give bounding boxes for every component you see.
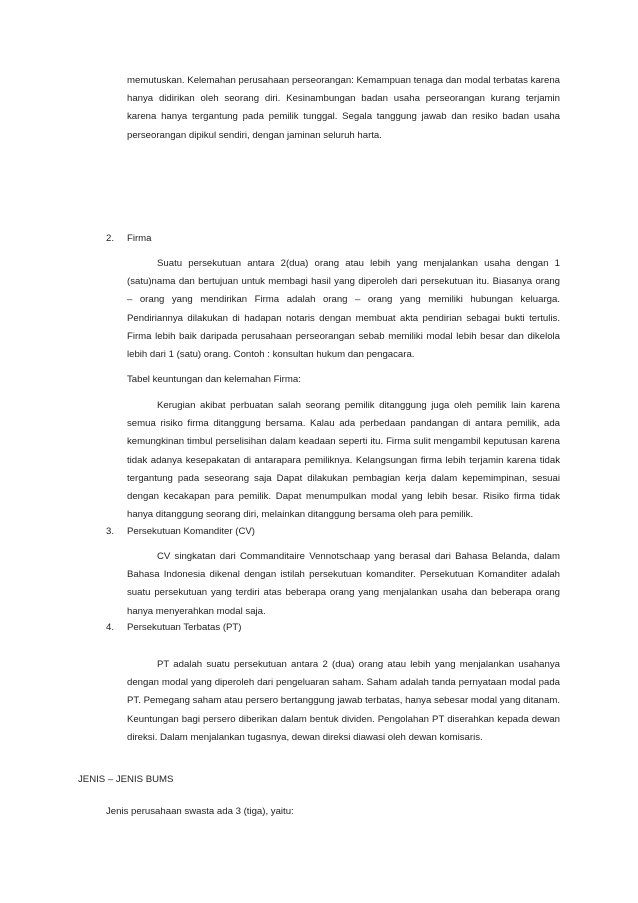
- jenis-intro: Jenis perusahaan swasta ada 3 (tiga), yaitu:: [106, 806, 294, 817]
- pt-paragraph: PT adalah suatu persekutuan antara 2 (dua) orang atau lebih yang menjalankan usahanya dengan modal yang diperoleh dari pengeluaran saham. Saham adalah tanda pernyataan modal pada PT. Pemegang saham atau persero bertanggung jawab terbatas, hanya sebesar modal yang ditanam. Keuntungan bagi persero diberikan dalam bentuk dividen. Pengolahan PT diserahkan kepada dewan direksi. Dalam menjalankan tugasnya, dewan direksi diawasi oleh dewan komisaris.: [127, 659, 560, 743]
- firma-paragraph-2: Kerugian akibat perbuatan salah seorang pemilik ditanggung juga oleh pemilik lain karena semua risiko firma ditanggung bersama. Kalau ada perbedaan pandangan di antara pemilik, ada kemungkinan timbul perselisihan dalam keadaan seperti itu. Firma sulit mengambil keputusan karena tidak adanya kesepakatan di antarapara pemiliknya. Kelangsungan firma lebih terjamin karena tidak tergantung pada seseorang saja Dapat dilakukan pembagian kerja dalam kepemimpinan, sesuai dengan kecakapan para pemilik. Dapat menumpulkan modal yang lebih besar. Risiko firma tidak hanya ditanggung seorang diri, melainkan ditanggung bersama oleh para pemilik.: [127, 400, 560, 521]
- intro-paragraph: memutuskan. Kelemahan perusahaan perseorangan: Kemampuan tenaga dan modal terbatas karena hanya didirikan oleh seorang diri. Kesinambungan badan usaha perseorangan kurang terjamin karena hanya tergantung pada pemilik tunggal. Segala tanggung jawab dan resiko badan usaha perseorangan dipikul sendiri, dengan jaminan seluruh harta.: [127, 75, 560, 141]
- section-title-pt: Persekutuan Terbatas (PT): [127, 622, 242, 633]
- firma-subtitle: Tabel keuntungan dan kelemahan Firma:: [127, 374, 301, 385]
- section-number-pt: 4.: [106, 622, 115, 633]
- firma-paragraph: Suatu persekutuan antara 2(dua) orang atau lebih yang menjalankan usaha dengan 1 (satu)nama dan bertujuan untuk membagi hasil yang diperoleh dari persekutuan itu. Biasanya orang – orang yang mendirikan Firma adalah orang – orang yang memiliki hubungan keluarga. Pendiriannya dilakukan di hadapan notaris dengan membuat akta pendirian sebagai bukti tertulis. Firma lebih baik daripada perusahaan perseorangan sebab memiliki modal lebih besar dan dikelola lebih dari 1 (satu) orang. Contoh : konsultan hukum dan pengacara.: [127, 258, 560, 361]
- section-number-firma: 2.: [106, 233, 115, 244]
- section-number-cv: 3.: [106, 526, 115, 537]
- section-title-firma: Firma: [127, 233, 152, 244]
- jenis-heading: JENIS – JENIS BUMS: [78, 774, 174, 785]
- cv-paragraph: CV singkatan dari Commanditaire Vennotschaap yang berasal dari Bahasa Belanda, dalam Bahasa Indonesia dikenal dengan istilah persekutuan komanditer. Persekutuan Komanditer adalah suatu persekutuan yang terdiri atas beberapa orang yang menjalankan usaha dan beberapa orang hanya menyerahkan modal saja.: [127, 551, 560, 617]
- section-title-cv: Persekutuan Komanditer (CV): [127, 526, 255, 537]
